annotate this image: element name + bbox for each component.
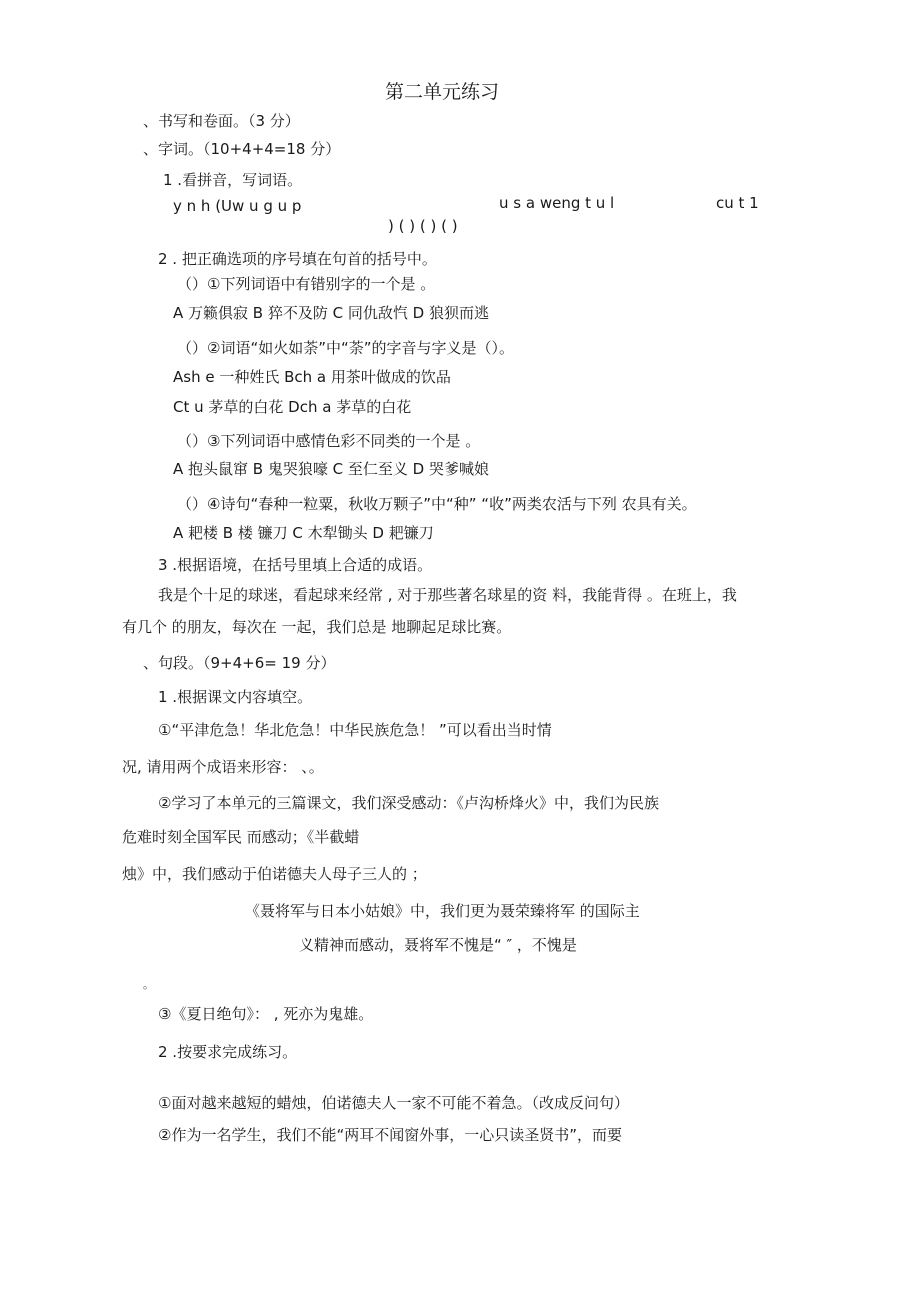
passage-1-b-line-3: 烛》中，我们感动于伯诺德夫人母子三人的 ； <box>122 865 427 883</box>
passage-1-a-line-1: ①“平津危急！华北危急！中华民族危急！ ”可以看出当时情 <box>158 721 552 739</box>
passage-1-b-line-4: 《聂将军与日本小姑娘》中，我们更为聂荣臻将军 的国际主 <box>245 902 640 920</box>
passage-2-item-1: ①面对越来越短的蜡烛，伯诺德夫人一家不可能不着急。（改成反问句） <box>158 1094 629 1112</box>
question-2-1: （）①下列词语中有错别字的一个是 。 <box>177 275 436 293</box>
section-3-heading: 、句段。（9+4+6= 19 分） <box>143 654 336 672</box>
answer-brackets: ) ( ) ( ) ( ) <box>388 217 458 235</box>
page-title: 第二单元练习 <box>385 81 500 103</box>
question-2-2: （）②词语“如火如荼”中“荼”的字音与字义是（）。 <box>177 339 515 357</box>
question-2-4: （）④诗句“春种一粒粟，秋收万颗子”中“种” “收”两类农活与下列 农具有关。 <box>177 495 697 513</box>
question-2-2-options-b: Ct u 茅草的白花 Dch a 茅草的白花 <box>173 398 412 416</box>
section-1-heading: 、书写和卷面。（3 分） <box>143 112 300 130</box>
passage-2-item-2: ②作为一名学生，我们不能“两耳不闻窗外事，一心只读圣贤书”，而要 <box>158 1126 622 1144</box>
passage-1-b-line-6: 。 <box>143 978 154 991</box>
question-2-3: （）③下列词语中感情色彩不同类的一个是 。 <box>177 432 481 450</box>
section-2-heading: 、字词。（10+4+4=18 分） <box>143 140 341 158</box>
passage-1-b-line-1: ②学习了本单元的三篇课文，我们深受感动：《卢沟桥烽火》中，我们为民族 <box>158 794 659 812</box>
passage-1-b-line-5: 义精神而感动，聂将军不愧是“ ″ ，不愧是 <box>299 936 577 954</box>
question-2-1-options: A 万籁俱寂 B 猝不及防 C 同仇敌忾 D 狼狈而逃 <box>173 304 489 322</box>
question-3-text-line-2: 有几个 的朋友，每次在 一起，我们总是 地聊起足球比赛。 <box>122 618 512 636</box>
passage-1-c: ③《夏日绝句》： , 死亦为鬼雄。 <box>158 1005 374 1023</box>
question-3-title: 3 .根据语境，在括号里填上合适的成语。 <box>158 556 433 574</box>
question-3-text-line-1: 我是个十足的球迷，看起球来经常 , 对于那些著名球星的资 料，我能背得 。在班上，我 <box>158 586 737 604</box>
question-2-3-options: A 抱头鼠窜 B 鬼哭狼嚎 C 至仁至义 D 哭爹喊娘 <box>173 460 489 478</box>
question-2-title: 2 . 把正确选项的序号填在句首的括号中。 <box>158 250 437 268</box>
question-2-2-options-a: Ash e 一种姓氏 Bch a 用茶叶做成的饮品 <box>173 368 451 386</box>
pinyin-3: cu t 1 <box>716 194 759 212</box>
passage-1-b-line-2: 危难时刻全国军民 而感动；《半截蜡 <box>122 828 360 846</box>
question-1-title: 1 .看拼音，写词语。 <box>163 171 303 189</box>
pinyin-2: u s a weng t u l <box>499 194 615 212</box>
question-2-4-options: A 耙楼 B 楼 镰刀 C 木犁锄头 D 耙镰刀 <box>173 524 434 542</box>
pinyin-1: y n h (Uw u g u p <box>173 197 302 215</box>
passage-1-title: 1 .根据课文内容填空。 <box>158 688 313 706</box>
passage-2-title: 2 .按要求完成练习。 <box>158 1043 298 1061</box>
passage-1-a-line-2: 况, 请用两个成语来形容： 、。 <box>122 758 324 776</box>
